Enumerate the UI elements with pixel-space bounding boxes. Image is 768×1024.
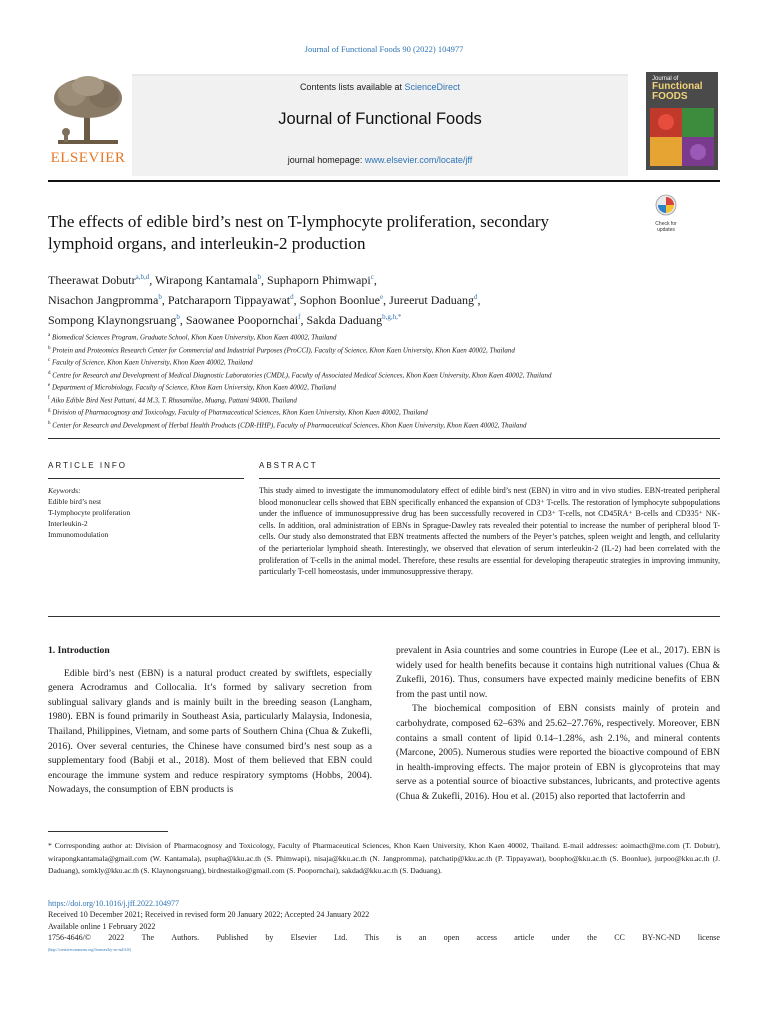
affiliation-marker[interactable]: e xyxy=(379,293,384,301)
contents-line xyxy=(132,82,628,92)
author-separator: , xyxy=(149,273,156,287)
author-name[interactable]: Wirapong Kantamala xyxy=(155,273,258,287)
paper-title xyxy=(48,211,628,255)
license-word: CC xyxy=(614,933,625,943)
license-word: article xyxy=(514,933,535,943)
keyword-item: T-lymphocyte proliferation xyxy=(48,508,131,517)
body-column-left xyxy=(48,644,372,798)
author-name[interactable]: Suphaporn Phimwapi xyxy=(267,273,371,287)
keywords-block xyxy=(48,485,244,540)
body-paragraph: prevalent in Asia countries and some countries in Europe (Lee et al., 2017). EBN is widely used for health benefits because it contains high nutritional values (Chua & Zukefli, 2016). Thus, consumers have expected mainly medicine benefits of EBN from the past until now. xyxy=(396,645,720,700)
running-header[interactable]: Journal of Functional Foods 90 (2022) 104977 xyxy=(304,44,464,54)
body-column-right xyxy=(396,644,720,805)
author-name[interactable]: Sophon Boonlue xyxy=(299,293,380,307)
affiliation-marker[interactable]: f xyxy=(298,313,301,321)
affiliation-marker[interactable]: b,g,h,* xyxy=(382,313,402,321)
article-info-heading: ARTICLE INFO xyxy=(48,461,127,470)
license-word: license xyxy=(697,933,720,943)
affiliation-item xyxy=(48,356,720,367)
author-list xyxy=(48,269,720,329)
license-word: This xyxy=(364,933,379,943)
license-word: Ltd. xyxy=(334,933,348,943)
affiliation-key: a xyxy=(48,333,51,338)
title-line: lymphoid organs, and interleukin-2 production xyxy=(48,234,366,253)
body-paragraph: Edible bird’s nest (EBN) is a natural product created by swiftlets, especially genera Acrodramus and Collocalia. It’s formed by salivary secretion from sublingual salivary glands and is mainly built in the breeding season (Langham, 1980). EBN is found primarily in Southeast Asia, particularly Malaysia, Indonesia, Thailand, Philippines, Vietnam, and some parts of Southern China (Chua & Zukefli, 2016). Over several centuries, the Chinese have consumed bird’s nest soup as a supplementary food (Babji et al., 2018). Most of them believed that EBN could encourage the immune system and reduce respiratory symptoms (Hobbs, 2004). Nowadays, the consumption of EBN products is xyxy=(48,667,372,796)
homepage-line xyxy=(132,155,628,165)
check-for-updates-button[interactable] xyxy=(648,194,684,234)
license-word: is xyxy=(396,933,402,943)
author-name[interactable]: Theerawat Dobutr xyxy=(48,273,136,287)
introduction-heading: 1. Introduction xyxy=(48,645,110,656)
masthead-rule xyxy=(48,180,720,182)
affiliation-item xyxy=(48,369,720,380)
journal-masthead xyxy=(132,74,628,176)
affiliation-text: Department of Microbiology, Faculty of Science, Khon Kaen University, Khon Kaen 40002, Thailand xyxy=(51,383,336,392)
affiliation-key: c xyxy=(48,358,51,364)
affiliation-marker[interactable]: c xyxy=(370,273,374,281)
cover-small-text: Journal of xyxy=(652,76,679,82)
affiliation-key: e xyxy=(48,383,51,389)
available-online: Available online 1 February 2022 xyxy=(48,921,156,931)
keyword-item: Interleukin-2 xyxy=(48,519,88,528)
affiliation-text: Faculty of Science, Khon Kaen University, Khon Kaen 40002, Thailand xyxy=(51,358,253,367)
sciencedirect-link[interactable]: ScienceDirect xyxy=(404,82,461,92)
license-word: Authors. xyxy=(171,933,200,943)
title-line: The effects of edible bird’s nest on T-lymphocyte proliferation, secondary xyxy=(48,212,550,231)
affiliation-marker[interactable]: b xyxy=(257,273,262,281)
affiliation-item xyxy=(48,406,720,417)
author-separator: , xyxy=(261,273,268,287)
affiliation-marker[interactable]: b xyxy=(158,293,162,301)
publication-info xyxy=(48,898,720,955)
abstract-text: This study aimed to investigate the immunomodulatory effect of edible bird’s nest (EBN) in vitro and in vivo studies. EBN-treated peripheral blood mononuclear cells showed that EBN specifically enhanced the expansion of CD3⁺ T-cells. The restoration of lymphocyte subpopulations under the influence of immunosuppressive drug has been successfully recovered in CD3⁺ T-cells, not CD45RA⁺ B-cells and CD335⁺ NK-cells. In addition, oral administration of EBNs in Sprague-Dawley rats revealed their potential to increase the number of peripheral blood T-cells. Our study also demonstrated that EBN treatments affected the numbers of the Peyer’s patches, spleen weight and length, and cellularity of the periarteriolar lymphoid sheath. Interestingly, we observed that elevation of serum interleukin-2 (IL-2) had been correlated with the proliferation of T-cells in the animal model. Therefore, these results are essential for developing therapeutic strategies in improving immunity, particularly T-cell homeostasis, under immunosuppressive therapy. xyxy=(259,486,720,577)
affiliation-text: Aiko Edible Bird Nest Pattani, 44 M.3, T. Rhusamilae, Muang, Pattani 94000, Thailand xyxy=(51,395,297,404)
keyword-item: Immunomodulation xyxy=(48,530,109,539)
doi-link[interactable]: https://doi.org/10.1016/j.jff.2022.104977 xyxy=(48,899,180,908)
cover-artwork xyxy=(650,108,714,166)
license-word: BY-NC-ND xyxy=(642,933,681,943)
license-word: the xyxy=(587,933,597,943)
footnote-rule xyxy=(48,831,168,832)
affiliation-marker[interactable]: b xyxy=(176,313,180,321)
affiliation-marker[interactable]: a,b,d xyxy=(135,273,150,281)
affiliation-key: f xyxy=(48,395,50,401)
corresponding-author-footnote: * Corresponding author at: Division of Pharmacognosy and Toxicology, Faculty of Pharmaceutical Sciences, Khon Kaen University, Khon Kaen 40002, Thailand. E-mail addresses: aoimacth@me.com (T. Dobutr), wirapongkantamala@gmail.com (W. Kantamala), psupha@kku.ac.th (S. Phimwapi), nisaja@kku.ac.th (N. Jangpromma), patchatip@kku.ac.th (P. Tippayawat), boopho@kku.ac.th (S. Boonlue), jurpoo@kku.ac.th (J. Daduang), somkly@kku.ac.th (S. Klaynongsruang), birdnestaiko@gmail.com (S. Poopornchai), sakdad@kku.ac.th (S. Daduang). xyxy=(48,841,720,875)
author-separator: , xyxy=(161,293,168,307)
license-word: 1756-4646/© xyxy=(48,933,91,943)
license-word: Published xyxy=(216,933,248,943)
section-divider xyxy=(48,438,720,439)
homepage-prefix: journal homepage: xyxy=(287,155,363,165)
affiliation-item xyxy=(48,381,720,392)
license-word: an xyxy=(418,933,427,943)
affiliation-item xyxy=(48,419,720,430)
journal-title: Journal of Functional Foods xyxy=(278,110,482,128)
affiliation-text: Protein and Proteomics Research Center for Commercial and Industrial Purposes (ProCCI), Faculty of Science, Khon Kaen University, Khon Kaen 40002, Thailand xyxy=(52,345,515,354)
affiliation-key: g xyxy=(48,408,51,414)
license-url-link[interactable]: (http://creativecommons.org/licenses/by-nc-nd/4.0/) xyxy=(48,946,132,952)
received-dates: Received 10 December 2021; Received in revised form 20 January 2022; Accepted 24 January 2022 xyxy=(48,910,370,920)
author-name[interactable]: Patcharaporn Tippayawat xyxy=(167,293,291,307)
abstract-rule xyxy=(259,478,720,479)
affiliation-item xyxy=(48,344,720,355)
affiliation-text: Biomedical Sciences Program, Graduate School, Khon Kaen University, Khon Kaen 40002, Thailand xyxy=(51,333,337,342)
affiliation-item xyxy=(48,394,720,405)
check-updates-label: Check for updates xyxy=(655,221,677,233)
affiliation-text: Centre for Research and Development of Medical Diagnostic Laboratories (CMDL), Faculty of Associated Medical Sciences, Khon Kaen University, Khon Kaen 40002, Thailand xyxy=(52,370,552,379)
affiliation-text: Division of Pharmacognosy and Toxicology, Faculty of Pharmaceutical Sciences, Khon Kaen University, Khon Kaen 40002, Thailand xyxy=(52,408,428,417)
author-name[interactable]: Sompong Klaynongsruang xyxy=(48,313,177,327)
license-word: by xyxy=(265,933,274,943)
license-statement xyxy=(48,932,720,943)
license-word: 2022 xyxy=(108,933,125,943)
affiliation-list xyxy=(48,331,720,431)
license-word: under xyxy=(551,933,570,943)
journal-cover-image[interactable] xyxy=(646,72,718,170)
author-separator: , xyxy=(373,273,377,287)
contents-prefix: Contents lists available at xyxy=(299,82,402,92)
abstract-bottom-rule xyxy=(48,616,720,617)
affiliation-text: Center for Research and Development of Herbal Health Products (CDR-HHP), Faculty of Pharmaceutical Sciences, Khon Kaen University, Khon Kaen 40002, Thailand xyxy=(52,420,527,429)
keywords-heading: Keywords: xyxy=(48,486,81,495)
author-name[interactable]: Nisachon Jangpromma xyxy=(48,293,159,307)
author-separator: , xyxy=(179,313,186,327)
license-word: The xyxy=(141,933,155,943)
affiliation-marker[interactable]: d xyxy=(290,293,294,301)
keyword-item: Edible bird’s nest xyxy=(48,497,102,506)
cover-title xyxy=(652,76,712,102)
author-name[interactable]: Jureerut Daduang xyxy=(389,293,475,307)
author-name[interactable]: Sakda Daduang xyxy=(306,313,383,327)
elsevier-wordmark: ELSEVIER xyxy=(50,150,126,166)
affiliation-key: h xyxy=(48,420,51,426)
author-separator: , xyxy=(300,313,307,327)
article-info-rule xyxy=(48,478,244,479)
author-separator: , xyxy=(477,293,481,307)
body-paragraph: The biochemical composition of EBN consists mainly of protein and carbohydrate, composed 62–63% and 25.62–27.76%, respectively. Moreover, EBN contains a small content of lipid 0.14–1.28%, ash 2.1%, and mineral contents (Marcone, 2005). Numerous studies were reported the bioactive compound of EBN in health-improving effects. The major protein of EBN is glycoproteins that may serve as a potential source of bioactive substances, lubricants, and protective agents (Chua & Zukefli, 2016). Hou et al. (2015) also reported that lactoferrin and xyxy=(396,703,720,802)
affiliation-marker[interactable]: d xyxy=(474,293,478,301)
affiliation-key: d xyxy=(48,370,51,376)
license-word: access xyxy=(476,933,497,943)
affiliation-key: b xyxy=(48,345,51,351)
affiliation-item xyxy=(48,331,720,342)
cover-big-text: Functional FOODS xyxy=(652,81,703,102)
check-updates-icon xyxy=(655,194,677,216)
author-name[interactable]: Saowanee Poopornchai xyxy=(185,313,299,327)
license-word: Elsevier xyxy=(290,933,317,943)
license-word: open xyxy=(443,933,460,943)
homepage-link[interactable]: www.elsevier.com/locate/jff xyxy=(364,155,473,165)
author-separator: , xyxy=(293,293,300,307)
abstract-heading: ABSTRACT xyxy=(259,461,318,470)
author-separator: , xyxy=(383,293,390,307)
